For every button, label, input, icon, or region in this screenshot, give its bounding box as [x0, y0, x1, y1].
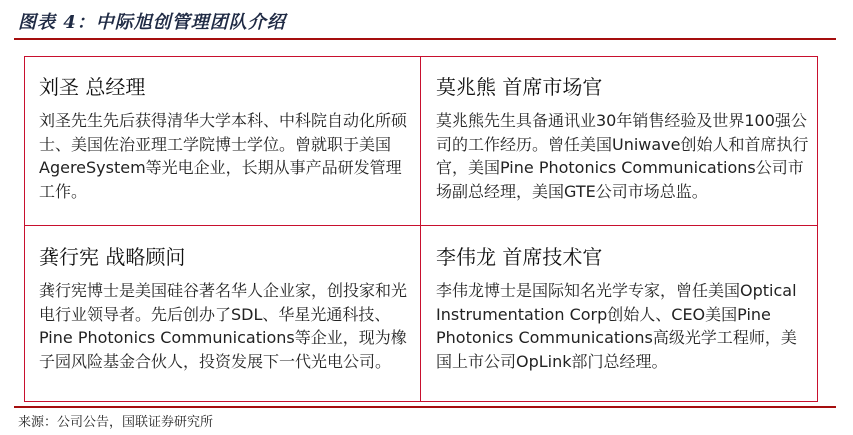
- member-card-liu-sheng: [25, 57, 420, 225]
- team-grid: [24, 56, 818, 402]
- member-name: 李伟龙 首席技术官: [436, 245, 603, 269]
- member-name: 龚行宪 战略顾问: [39, 245, 186, 269]
- member-description: 龚行宪博士是美国硅谷著名华人企业家，创投家和光电行业领导者。先后创办了SDL、华星光通科技、Pine Photonics Communications等企业，现为橡子园风险基金合伙人，投资发展下一代光电公司。: [39, 281, 408, 371]
- member-card-gong-xingxian: [25, 227, 420, 401]
- member-description: 刘圣先生先后获得清华大学本科、中科院自动化所硕士、美国佐治亚理工学院博士学位。曾就职于美国AgereSystem等光电企业，长期从事产品研发管理工作。: [39, 111, 408, 201]
- top-rule: [14, 38, 836, 40]
- member-name: 莫兆熊 首席市场官: [436, 75, 603, 99]
- grid-divider-vertical: [420, 57, 421, 401]
- member-description: 李伟龙博士是国际知名光学专家，曾任美国Optical Instrumentation Corp创始人、CEO美国Pine Photonics Communications高级光学工程师，美国上市公司OpLink部门总经理。: [436, 281, 797, 371]
- figure-title: 图表 4：中际旭创管理团队介绍: [18, 12, 286, 33]
- member-card-mo-zhaoxiong: [422, 57, 817, 225]
- source-note: 来源：公司公告，国联证券研究所: [18, 415, 214, 430]
- grid-divider-horizontal: [25, 225, 817, 226]
- member-card-li-weilong: [422, 227, 817, 401]
- member-name: 刘圣 总经理: [39, 75, 146, 99]
- bottom-rule: [14, 406, 836, 408]
- member-description: 莫兆熊先生具备通讯业30年销售经验及世界100强公司的工作经历。曾任美国Uniwave创始人和首席执行官，美国Pine Photonics Communications公司市场副总经理，美国GTE公司市场总监。: [436, 111, 809, 201]
